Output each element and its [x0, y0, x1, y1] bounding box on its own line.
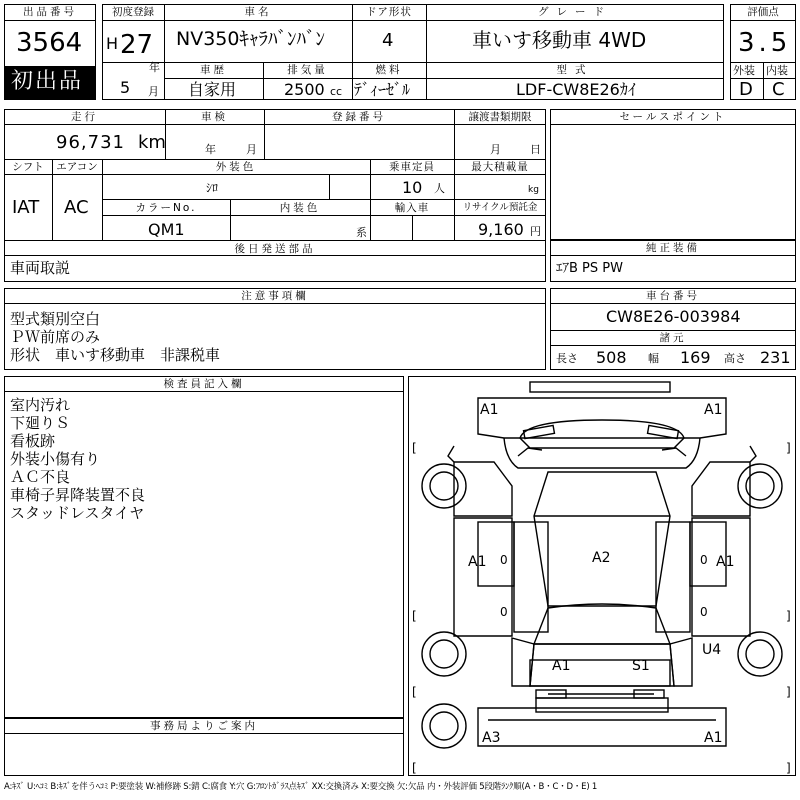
notes-list — [10, 310, 220, 364]
sales-point-label: セールスポイント — [619, 111, 727, 123]
lot-number: 3564 — [16, 28, 83, 58]
ext-color-label: 外装色 — [215, 161, 257, 173]
inspector-line: ＡＣ不良 — [10, 468, 71, 486]
recycle-label: リサイクル預託金 — [462, 202, 538, 213]
transfer-month-unit: 月 — [490, 143, 501, 156]
inspector-list — [10, 396, 145, 522]
shift-label: シフト — [12, 161, 44, 173]
history-value: 自家用 — [188, 80, 237, 99]
import-label: 輸入車 — [394, 202, 430, 214]
height-label: 高さ — [724, 352, 746, 365]
shift-value: IAT — [12, 197, 40, 218]
mark-front-right: A1 — [704, 402, 723, 418]
notes-line: 形状 車いす移動車 非課税車 — [10, 346, 221, 364]
bracket-left-low: [ — [412, 685, 417, 699]
transfer-label: 譲渡書類期限 — [468, 111, 532, 123]
displacement-label: 排気量 — [287, 64, 328, 76]
car-name: NV350ｷｬﾗﾊﾞﾝﾊﾞﾝ — [176, 28, 325, 50]
year-unit: 年 — [149, 61, 160, 74]
reg-year: 27 — [120, 30, 154, 60]
mark-front-left: A1 — [480, 402, 499, 418]
interior-grade: C — [772, 79, 785, 100]
fuel-value: ﾃﾞｨｰｾﾞﾙ — [354, 80, 411, 99]
int-color-suffix: 系 — [356, 226, 367, 239]
ac-value: AC — [64, 197, 89, 218]
shipping-label: 後日発送部品 — [234, 243, 316, 255]
model-value: LDF-CW8E26ｶｲ — [516, 80, 636, 99]
zero-right-a: 0 — [700, 553, 708, 567]
door-value: 4 — [382, 30, 394, 51]
mark-back-left: A3 — [482, 730, 501, 746]
inspector-line: 室内汚れ — [10, 396, 71, 414]
vehicle-diagram — [408, 376, 796, 776]
notes-line: 型式類別空白 — [10, 310, 101, 328]
score-value: 3.5 — [738, 28, 792, 58]
mark-rear-mid: S1 — [632, 658, 650, 674]
mark-rear-right: U4 — [702, 642, 722, 658]
bracket-right-bottom: ] — [786, 761, 791, 775]
zero-right-b: 0 — [700, 605, 708, 619]
transfer-day-unit: 日 — [530, 143, 541, 156]
inspection-month-unit: 月 — [246, 143, 257, 156]
displacement-value: 2500 — [284, 80, 325, 99]
zero-left-a: 0 — [500, 553, 508, 567]
equipment-label: 純正装備 — [646, 242, 700, 254]
mark-back-right: A1 — [704, 730, 723, 746]
displacement-unit: cc — [330, 85, 343, 98]
inspector-label: 検査員記入欄 — [163, 378, 245, 390]
equipment-value: ｴｱB PS PW — [556, 261, 623, 276]
width-label: 幅 — [648, 352, 659, 365]
first-reg-label: 初度登録 — [112, 6, 154, 18]
score-label: 評価点 — [747, 6, 779, 18]
mark-right-side: A1 — [716, 554, 735, 570]
max-load-unit: kg — [528, 185, 539, 195]
color-no-value: QM1 — [148, 220, 185, 239]
fuel-label: 燃料 — [375, 64, 403, 76]
mark-left-side: A1 — [468, 554, 487, 570]
length-value: 508 — [596, 348, 627, 367]
recycle-value: 9,160 — [478, 220, 524, 239]
inspector-line: 下廻りＳ — [10, 414, 71, 432]
width-value: 169 — [680, 348, 711, 367]
notes-label: 注意事項欄 — [241, 290, 309, 302]
history-label: 車歴 — [200, 64, 227, 76]
office-label: 事務局よりご案内 — [150, 720, 258, 732]
notes-line: ＰＷ前席のみ — [10, 328, 101, 346]
first-listing-text: 初出品 — [11, 69, 84, 94]
inspector-line: 車椅子昇降装置不良 — [10, 486, 146, 504]
month-unit: 月 — [148, 85, 159, 98]
capacity-value: 10 — [402, 178, 423, 197]
ac-label: エアコン — [56, 161, 98, 173]
inspector-line: 看板跡 — [10, 432, 56, 450]
bracket-right-low: ] — [786, 685, 791, 699]
bracket-left-top: [ — [412, 441, 417, 455]
car-name-label: 車名 — [244, 6, 272, 18]
ext-color-value: ｼﾛ — [206, 181, 219, 195]
bracket-right-mid: ] — [786, 609, 791, 623]
inspector-line: 外装小傷有り — [10, 450, 101, 468]
length-label: 長さ — [556, 352, 578, 365]
mark-roof: A2 — [592, 550, 611, 566]
era: H — [106, 34, 119, 53]
shipping-value: 車両取説 — [10, 259, 71, 277]
inspection-year-unit: 年 — [205, 143, 216, 156]
exterior-label: 外装 — [733, 64, 755, 77]
zero-left-b: 0 — [500, 605, 508, 619]
grade-label: グレード — [538, 6, 612, 18]
legend: A:ｷｽﾞ U:ﾍｺﾐ B:ｷｽﾞを伴うﾍｺﾐ P:要塗装 W:補修跡 S:錆 C:腐食 Y:穴 G:ﾌﾛﾝﾄｶﾞﾗｽ点ｷｽﾞ XX:交換済み X:要交換 欠:欠品 内・外装評価 5段階ﾗﾝｸ順(A・B・C・D・E) 1 — [4, 782, 598, 792]
mileage-label: 走行 — [71, 111, 98, 123]
grade-value: 車いす移動車 4WD — [472, 28, 647, 52]
interior-label: 内装 — [766, 64, 788, 77]
chassis-number: CW8E26-003984 — [606, 307, 741, 326]
capacity-unit: 人 — [434, 182, 445, 195]
sales-point-box — [550, 109, 796, 240]
exterior-grade: D — [739, 79, 753, 100]
bracket-left-bottom: [ — [412, 761, 417, 775]
reg-month: 5 — [120, 78, 131, 97]
spec-label: 諸元 — [659, 332, 687, 344]
lot-label: 出品番号 — [23, 6, 77, 18]
capacity-label: 乗車定員 — [389, 161, 435, 173]
height-value: 231 — [760, 348, 791, 367]
door-label: ドア形状 — [366, 6, 412, 18]
mileage-unit: km — [138, 132, 166, 153]
int-color-label: 内装色 — [279, 202, 321, 214]
model-label: 型式 — [556, 64, 594, 76]
inspection-label: 車検 — [201, 111, 228, 123]
color-no-label: カラーNo. — [135, 202, 197, 214]
recycle-unit: 円 — [530, 225, 541, 238]
shipping-box — [4, 255, 546, 282]
reg-no-label: 登録番号 — [332, 111, 386, 123]
inspector-line: スタッドレスタイヤ — [10, 504, 145, 522]
mark-rear-left: A1 — [552, 658, 571, 674]
bracket-left-mid: [ — [412, 609, 417, 623]
max-load-label: 最大積載量 — [471, 161, 529, 173]
bracket-right-top: ] — [786, 441, 791, 455]
chassis-label: 車台番号 — [646, 290, 700, 302]
mileage-value: 96,731 — [56, 132, 125, 153]
